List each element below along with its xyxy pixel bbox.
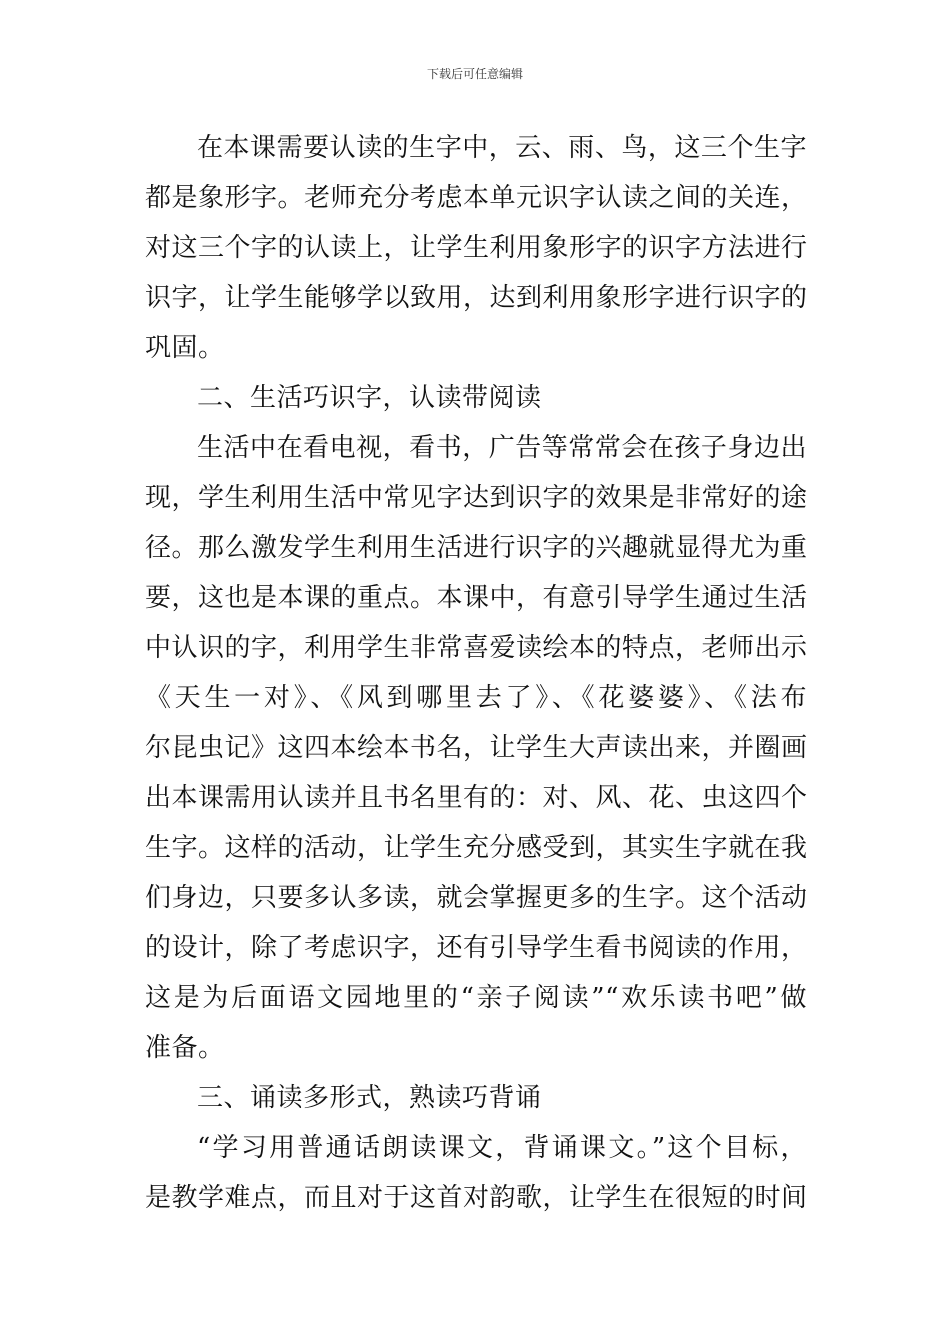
text-line: 准备。 bbox=[145, 1033, 225, 1063]
text-line: 们身边，只要多认多读，就会掌握更多的生字。这个活动 bbox=[145, 883, 808, 913]
section-heading bbox=[145, 378, 807, 428]
paragraph bbox=[145, 428, 807, 1078]
heading-text: 二、生活巧识字，认读带阅读 bbox=[197, 383, 542, 413]
text-line: 是教学难点，而且对于这首对韵歌，让学生在很短的时间 bbox=[145, 1183, 808, 1213]
paragraph bbox=[145, 1128, 807, 1228]
document-body bbox=[145, 128, 807, 1228]
paragraph bbox=[145, 128, 807, 378]
text-line: 要，这也是本课的重点。本课中，有意引导学生通过生活 bbox=[145, 583, 808, 613]
text-line: 径。那么激发学生利用生活进行识字的兴趣就显得尤为重 bbox=[145, 533, 808, 563]
text-line: 尔昆虫记》这四本绘本书名，让学生大声读出来，并圈画 bbox=[145, 733, 808, 763]
text-line: 《天生一对》、《风到哪里去了》、《花婆婆》、《法布 bbox=[145, 683, 807, 713]
text-line: 出本课需用认读并且书名里有的：对、风、花、虫这四个 bbox=[145, 783, 808, 813]
text-line: 在本课需要认读的生字中，云、雨、鸟，这三个生字 bbox=[197, 133, 807, 163]
text-line: 现，学生利用生活中常见字达到识字的效果是非常好的途 bbox=[145, 483, 808, 513]
text-line: 生字。这样的活动，让学生充分感受到，其实生字就在我 bbox=[145, 833, 808, 863]
text-line: 中认识的字，利用学生非常喜爱读绘本的特点，老师出示 bbox=[145, 633, 808, 663]
text-line: 都是象形字。老师充分考虑本单元识字认读之间的关连， bbox=[145, 183, 808, 213]
text-line: 对这三个字的认读上，让学生利用象形字的识字方法进行 bbox=[145, 233, 808, 263]
section-heading bbox=[145, 1078, 807, 1128]
text-line: 巩固。 bbox=[145, 333, 225, 363]
text-line: 生活中在看电视，看书，广告等常常会在孩子身边出 bbox=[197, 433, 807, 463]
page-header: 下载后可任意编辑 bbox=[426, 67, 523, 81]
text-line: 的设计，除了考虑识字，还有引导学生看书阅读的作用， bbox=[145, 933, 808, 963]
text-line: “学习用普通话朗读课文，背诵课文。”这个目标， bbox=[197, 1133, 807, 1163]
text-line: 这是为后面语文园地里的“亲子阅读”“欢乐读书吧”做 bbox=[145, 983, 807, 1013]
heading-text: 三、诵读多形式，熟读巧背诵 bbox=[197, 1083, 542, 1113]
text-line: 识字，让学生能够学以致用，达到利用象形字进行识字的 bbox=[145, 283, 808, 313]
